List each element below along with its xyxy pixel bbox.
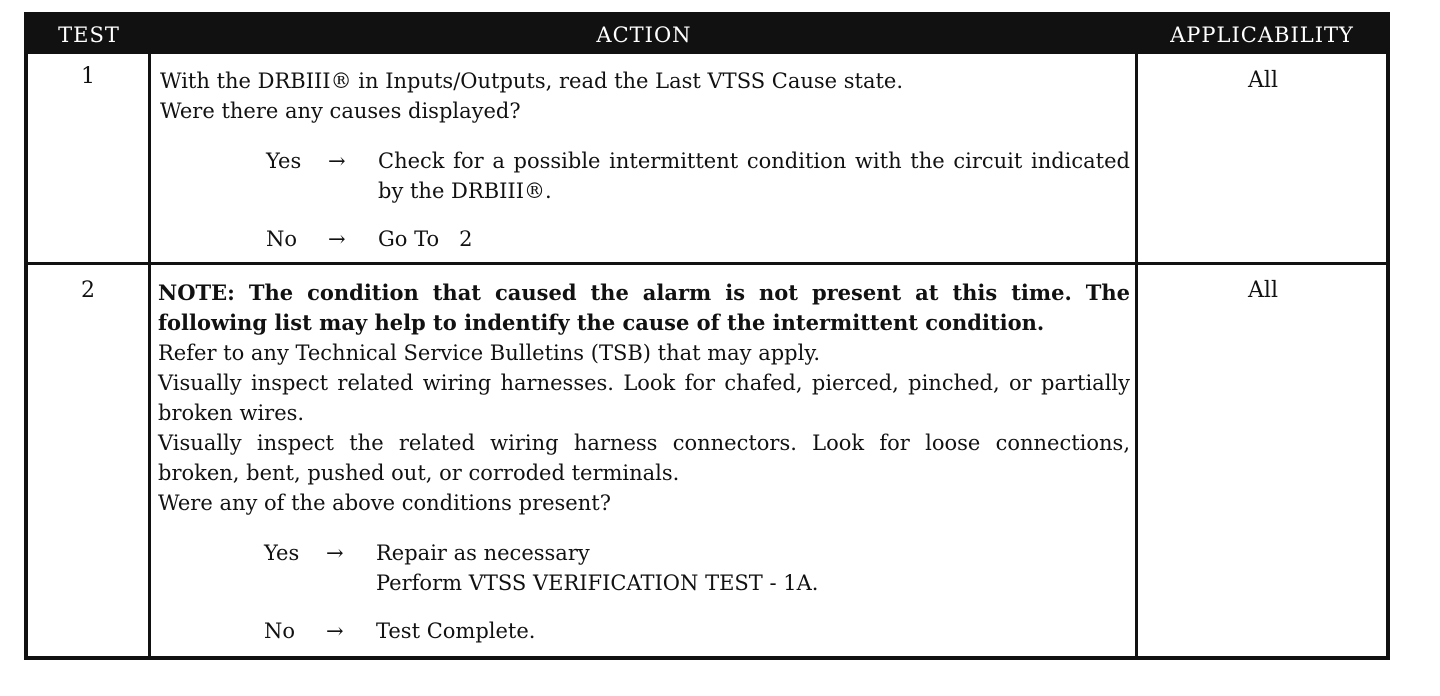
applicability-2: All bbox=[1248, 278, 1278, 303]
arrow-right-icon: → bbox=[328, 227, 346, 251]
no-result: Go To 2 bbox=[378, 227, 473, 251]
row-2-yes-branch bbox=[264, 538, 1130, 602]
row-1-action bbox=[160, 66, 1130, 126]
action-line: Were any of the above conditions present? bbox=[158, 491, 611, 515]
row-divider bbox=[28, 262, 1386, 265]
table-header bbox=[28, 16, 1386, 54]
header-action: ACTION bbox=[596, 23, 692, 47]
row-1-yes-branch bbox=[266, 146, 1132, 210]
yes-result-line: Perform VTSS VERIFICATION TEST - 1A. bbox=[376, 571, 819, 595]
row-2-no-branch bbox=[264, 616, 1130, 648]
diagnostic-table bbox=[24, 12, 1390, 660]
yes-label: Yes bbox=[264, 541, 300, 565]
yes-result-line: Repair as necessary bbox=[376, 541, 590, 565]
note-text: NOTE: The condition that caused the alarm is not present at this time. The following list may help to indentify the cause of the intermittent condition. bbox=[158, 280, 1130, 335]
arrow-right-icon: → bbox=[326, 619, 344, 643]
yes-result bbox=[376, 538, 1128, 598]
action-line: Visually inspect the related wiring harness connectors. Look for loose connections, broken, bent, pushed out, or corroded terminals. bbox=[158, 431, 1130, 485]
no-label: No bbox=[266, 227, 298, 251]
test-number-2: 2 bbox=[81, 278, 95, 303]
arrow-right-icon: → bbox=[328, 149, 346, 173]
row-1-no-branch bbox=[266, 224, 1132, 256]
test-number-1: 1 bbox=[81, 64, 95, 89]
no-label: No bbox=[264, 619, 296, 643]
column-divider bbox=[1135, 54, 1138, 656]
yes-label: Yes bbox=[266, 149, 302, 173]
header-test: TEST bbox=[58, 23, 120, 47]
action-line: Visually inspect related wiring harnesses. Look for chafed, pierced, pinched, or partially broken wires. bbox=[158, 371, 1130, 425]
column-divider bbox=[148, 54, 151, 656]
action-line: Refer to any Technical Service Bulletins (TSB) that may apply. bbox=[158, 341, 821, 365]
action-line: With the DRBIII® in Inputs/Outputs, read the Last VTSS Cause state. bbox=[160, 69, 904, 93]
arrow-right-icon: → bbox=[326, 541, 344, 565]
action-line: Were there any causes displayed? bbox=[160, 99, 521, 123]
applicability-1: All bbox=[1248, 68, 1278, 93]
row-2-action bbox=[158, 278, 1130, 518]
no-result: Test Complete. bbox=[376, 619, 536, 643]
yes-result: Check for a possible intermittent condition with the circuit indicated by the DRBIII®. bbox=[378, 149, 1130, 203]
header-applicability: APPLICABILITY bbox=[1170, 23, 1354, 47]
